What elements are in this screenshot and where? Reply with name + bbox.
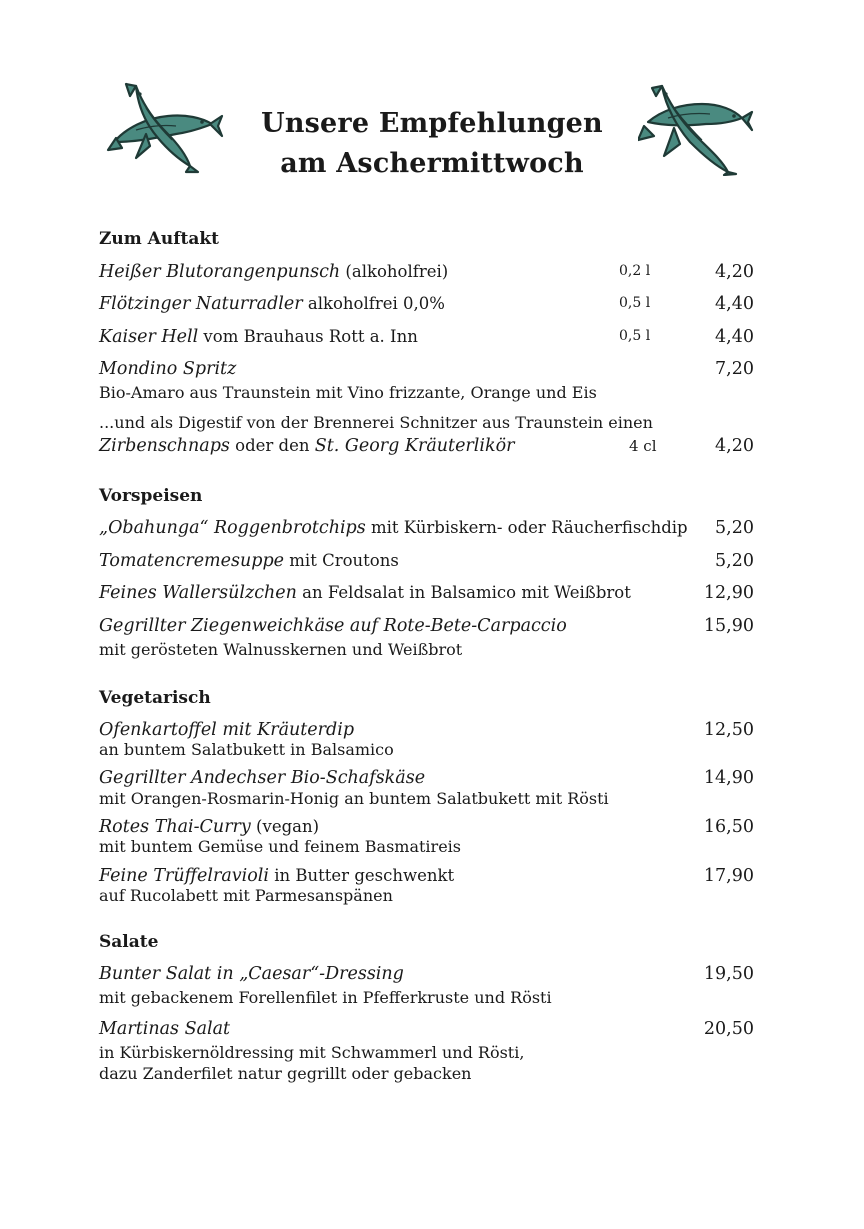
menu-item — [99, 262, 754, 284]
title-line-2: am Aschermittwoch — [280, 148, 584, 179]
section-heading-salate: Salate — [99, 932, 159, 952]
item-price: 4,40 — [715, 327, 754, 347]
item-price: 14,90 — [703, 768, 754, 788]
item-price: 15,90 — [703, 616, 754, 636]
item-volume: 0,5 l — [619, 295, 651, 311]
item-volume: 0,5 l — [619, 328, 651, 344]
item-name: Heißer Blutorangenpunsch — [99, 262, 341, 282]
menu-item — [99, 359, 754, 381]
item-name: „Obahunga“ Roggenbrotchips — [99, 518, 366, 538]
menu-item — [99, 583, 754, 605]
menu-item — [99, 964, 754, 986]
item-volume: 4 cl — [629, 437, 657, 455]
item-name: Gegrillter Andechser Bio-Schafskäse — [99, 768, 426, 788]
item-desc: (alkoholfrei) — [340, 262, 449, 281]
item-subline: in Kürbiskernöldressing mit Schwammerl und Rösti, — [99, 1043, 525, 1062]
item-price: 16,50 — [703, 817, 754, 837]
menu-item — [99, 616, 754, 638]
item-price: 12,90 — [703, 583, 754, 603]
menu-item — [99, 1019, 754, 1041]
item-name: Ofenkartoffel mit Kräuterdip — [99, 720, 355, 740]
item-name: Mondino Spritz — [99, 359, 237, 379]
menu-item — [99, 817, 754, 839]
item-name: Tomatencremesuppe — [99, 551, 285, 571]
menu-item — [99, 551, 754, 573]
item-subline: mit gerösteten Walnusskernen und Weißbrot — [99, 640, 463, 659]
item-desc: oder den — [229, 436, 315, 455]
item-subline: mit buntem Gemüse und feinem Basmatireis — [99, 837, 461, 856]
item-name-2: St. Georg Kräuterlikör — [314, 436, 515, 456]
menu-item — [99, 294, 754, 316]
item-name: Zirbenschnaps — [99, 436, 230, 456]
menu-item — [99, 518, 754, 540]
item-price: 19,50 — [703, 964, 754, 984]
title-line-1: Unsere Empfehlungen — [261, 108, 603, 139]
item-desc: in Butter geschwenkt — [269, 866, 455, 885]
item-price: 12,50 — [703, 720, 754, 740]
menu-item-digestif — [99, 436, 754, 458]
item-subline: mit gebackenem Forellenfilet in Pfefferkruste und Rösti — [99, 988, 552, 1007]
item-name: Gegrillter Ziegenweichkäse auf Rote-Bete-Carpaccio — [99, 616, 567, 636]
item-name: Rotes Thai-Curry — [99, 817, 251, 837]
item-desc: an Feldsalat in Balsamico mit Weißbrot — [296, 583, 631, 602]
item-desc: vom Brauhaus Rott a. Inn — [198, 327, 418, 346]
section-heading-vegetarisch: Vegetarisch — [99, 688, 211, 708]
item-price: 4,20 — [715, 436, 754, 456]
item-subline-2: dazu Zanderfilet natur gegrillt oder gebacken — [99, 1064, 472, 1083]
item-price: 4,20 — [715, 262, 754, 282]
item-name: Feines Wallersülzchen — [99, 583, 297, 603]
item-price: 20,50 — [703, 1019, 754, 1039]
menu-item — [99, 866, 754, 888]
item-name: Martinas Salat — [99, 1019, 231, 1039]
item-desc: (vegan) — [250, 817, 320, 836]
section-heading-vorspeisen: Vorspeisen — [99, 486, 203, 506]
item-volume: 0,2 l — [619, 263, 651, 279]
item-desc: mit Kürbiskern- oder Räucherfischdip — [365, 518, 688, 537]
section-heading-auftakt: Zum Auftakt — [99, 229, 220, 249]
item-subline: Bio-Amaro aus Traunstein mit Vino frizzante, Orange und Eis — [99, 383, 597, 402]
item-desc: alkoholfrei 0,0% — [302, 294, 445, 313]
menu-item — [99, 327, 754, 349]
item-price: 5,20 — [715, 551, 754, 571]
item-name: Bunter Salat in „Caesar“-Dressing — [99, 964, 404, 984]
item-desc: mit Croutons — [284, 551, 399, 570]
item-subline: auf Rucolabett mit Parmesanspänen — [99, 886, 393, 905]
item-name: Flötzinger Naturradler — [99, 294, 303, 314]
item-price: 4,40 — [715, 294, 754, 314]
item-name: Kaiser Hell — [99, 327, 199, 347]
menu-item — [99, 768, 754, 790]
item-subline: an buntem Salatbukett in Balsamico — [99, 740, 394, 759]
item-name: Feine Trüffelravioli — [99, 866, 270, 886]
item-price: 7,20 — [715, 359, 754, 379]
digestif-intro: ...und als Digestif von der Brennerei Schnitzer aus Traunstein einen — [99, 413, 653, 432]
page-title — [0, 104, 864, 184]
menu-item — [99, 720, 754, 742]
item-subline: mit Orangen-Rosmarin-Honig an buntem Salatbukett mit Rösti — [99, 789, 609, 808]
item-price: 5,20 — [715, 518, 754, 538]
item-price: 17,90 — [703, 866, 754, 886]
